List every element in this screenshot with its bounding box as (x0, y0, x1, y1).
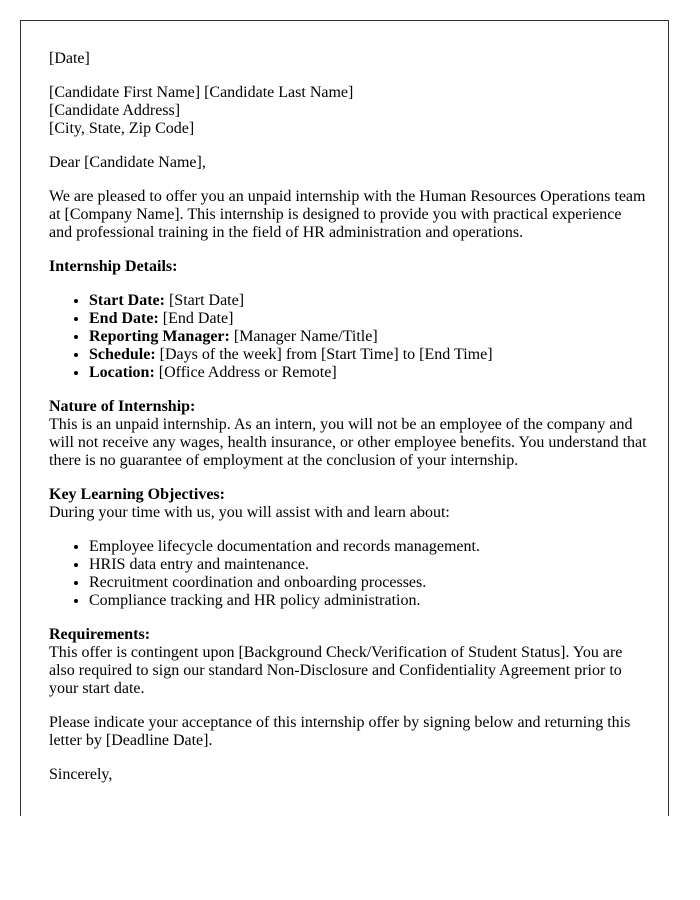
recipient-address: [Candidate Address] (49, 102, 181, 119)
objectives-list (49, 538, 648, 610)
details-heading (49, 258, 648, 276)
objective-item: • HRIS data entry and maintenance. (89, 556, 648, 574)
detail-value: [Office Address or Remote] (154, 364, 337, 381)
salutation: Dear [Candidate Name], (49, 154, 206, 171)
detail-start-date (89, 292, 648, 310)
detail-label: Location: (89, 364, 155, 381)
recipient-name: [Candidate First Name] [Candidate Last Name] (49, 84, 354, 101)
detail-label: Start Date: (89, 292, 165, 309)
requirements-heading: Requirements: (49, 626, 151, 643)
closing: Sincerely, (49, 766, 113, 783)
details-heading-text: Internship Details: (49, 258, 178, 275)
objective-item: • Compliance tracking and HR policy administration. (89, 592, 648, 610)
detail-value: [Days of the week] from [Start Time] to [End Time] (155, 346, 493, 363)
detail-value: [Manager Name/Title] (229, 328, 378, 345)
letter-page (20, 20, 669, 816)
nature-text: This is an unpaid internship. As an intern, you will not be an employee of the company and will not receive any wages, health insurance, or other employee benefits. You understand that there is no guarantee of employment at the conclusion of your internship. (49, 416, 647, 469)
detail-end-date (89, 310, 648, 328)
detail-value: [Start Date] (164, 292, 245, 309)
nature-heading: Nature of Internship: (49, 398, 196, 415)
requirements-text: This offer is contingent upon [Background Check/Verification of Student Status]. You are also required to sign our standard Non-Disclosure and Confidentiality Agreement prior to your start date. (49, 644, 623, 697)
detail-label: Schedule: (89, 346, 156, 363)
objectives-text: During your time with us, you will assist with and learn about: (49, 504, 450, 521)
detail-value: [End Date] (158, 310, 234, 327)
detail-manager (89, 328, 648, 346)
recipient-city: [City, State, Zip Code] (49, 120, 195, 137)
nature-section (49, 398, 648, 470)
intro-paragraph: We are pleased to offer you an unpaid internship with the Human Resources Operations team at [Company Name]. This internship is designed to provide you with practical experience and professional training in the field of HR administration and operations. (49, 188, 646, 241)
objective-item: • Employee lifecycle documentation and records management. (89, 538, 648, 556)
recipient-block (49, 84, 648, 138)
objectives-section (49, 486, 648, 522)
detail-location (89, 364, 648, 382)
detail-label: End Date: (89, 310, 159, 327)
objective-item: • Recruitment coordination and onboarding processes. (89, 574, 648, 592)
detail-label: Reporting Manager: (89, 328, 230, 345)
acceptance-paragraph: Please indicate your acceptance of this internship offer by signing below and returning this letter by [Deadline Date]. (49, 714, 631, 749)
objectives-heading: Key Learning Objectives: (49, 486, 225, 503)
requirements-section (49, 626, 648, 698)
date: [Date] (49, 50, 90, 67)
details-list (49, 292, 648, 382)
detail-schedule (89, 346, 648, 364)
